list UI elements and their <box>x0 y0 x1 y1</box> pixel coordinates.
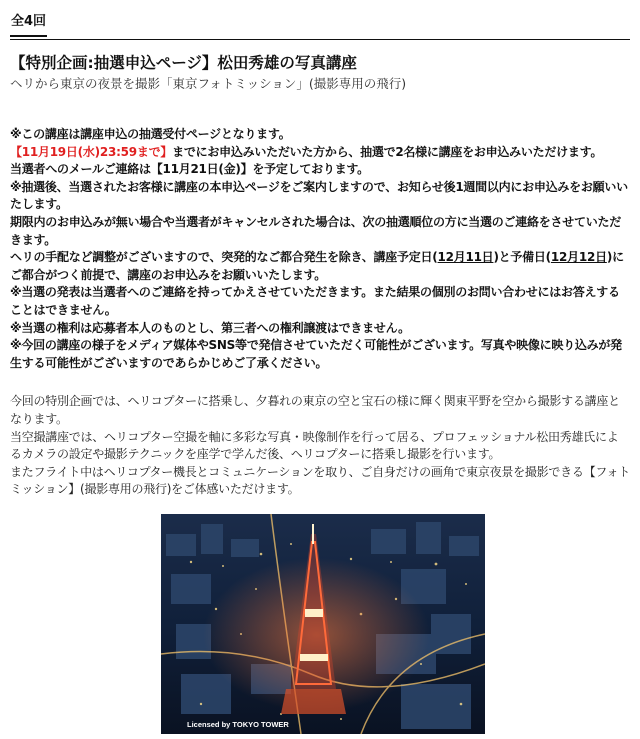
schedule-date-reserve: 12月12日 <box>550 250 607 265</box>
note-announcement: ※当選の発表は当選者へのご連絡を持ってかえさせていただきます。また結果の個別のお問い合わせにはお答えすることはできません。 <box>10 285 620 317</box>
schedule-text-a: ヘリの手配など調整がございますので、突発的なご都合発生を除き、講座予定日( <box>10 250 438 265</box>
description-paragraph-3: またフライト中はヘリコプター機長とコミュニケーションを取り、ご自身だけの画角で東京夜景を撮影できる【フォトミッション】(撮影専用の飛行)をご体感いただけます。 <box>10 464 630 497</box>
page-title: 【特別企画:抽選申込ページ】松田秀雄の写真講座 <box>10 54 357 72</box>
schedule-text-b: )と予備日( <box>493 250 551 265</box>
note-winner-notice: 当選者へのメールご連絡は【11月21日(金)】を予定しております。 <box>10 162 369 177</box>
deadline-text: までにお申込みいただいた方から、抽選で2名様に講座をお申込みいただけます。 <box>172 144 603 159</box>
deadline-highlight: 【11月19日(水)23:59まで】 <box>10 144 173 159</box>
note-deadline <box>10 144 630 162</box>
note-apply-after-lottery: ※抽選後、当選されたお客様に講座の本申込ページをご案内しますので、お知らせ後1週間以内にお申込みをお願いいたします。 <box>10 179 628 212</box>
description-paragraph-1: 今回の特別企画では、ヘリコプターに搭乗し、夕暮れの東京の空と宝石の様に輝く関東平野を空から撮影する講座となります。 <box>10 394 620 426</box>
tokyo-night-aerial-image <box>161 514 485 734</box>
note-schedule <box>10 249 630 284</box>
note-rights: ※当選の権利は応募者本人のものとし、第三者への権利譲渡はできません。 <box>10 320 410 335</box>
tokyo-tower-night-photo <box>161 514 485 734</box>
description-paragraph-2: 当空撮講座では、ヘリコプター空撮を軸に多彩な写真・映像制作を行って居る、プロフェッショナル松田秀雄氏によるカメラの設定や撮影テクニックを座学で学んだ後、ヘリコプターに搭乗し撮影を行います。 <box>10 429 619 462</box>
page-subtitle: ヘリから東京の夜景を撮影「東京フォトミッション」(撮影専用の飛行) <box>10 76 407 91</box>
note-lottery-page: ※この講座は講座申込の抽選受付ページとなります。 <box>10 127 291 141</box>
photo-credit: Licensed by TOKYO TOWER <box>187 720 289 729</box>
schedule-text-c: )にご都合がつく前提で、講座のお申込みをお願いいたします。 <box>10 250 624 282</box>
session-count-badge: 全4回 <box>10 8 47 37</box>
header-divider <box>10 39 630 40</box>
note-cancellation: 期限内のお申込みが無い場合や当選者がキャンセルされた場合は、次の抽選順位の方に当選のご連絡をさせていただきます。 <box>10 214 622 247</box>
note-media: ※今回の講座の様子をメディア媒体やSNS等で発信させていただく可能性がございます。写真や映像に映り込みが発生する可能性がございますのであらかじめご了承ください。 <box>10 338 622 370</box>
lottery-notes <box>10 126 630 372</box>
schedule-date-main: 12月11日 <box>437 250 494 265</box>
course-description <box>10 393 630 499</box>
